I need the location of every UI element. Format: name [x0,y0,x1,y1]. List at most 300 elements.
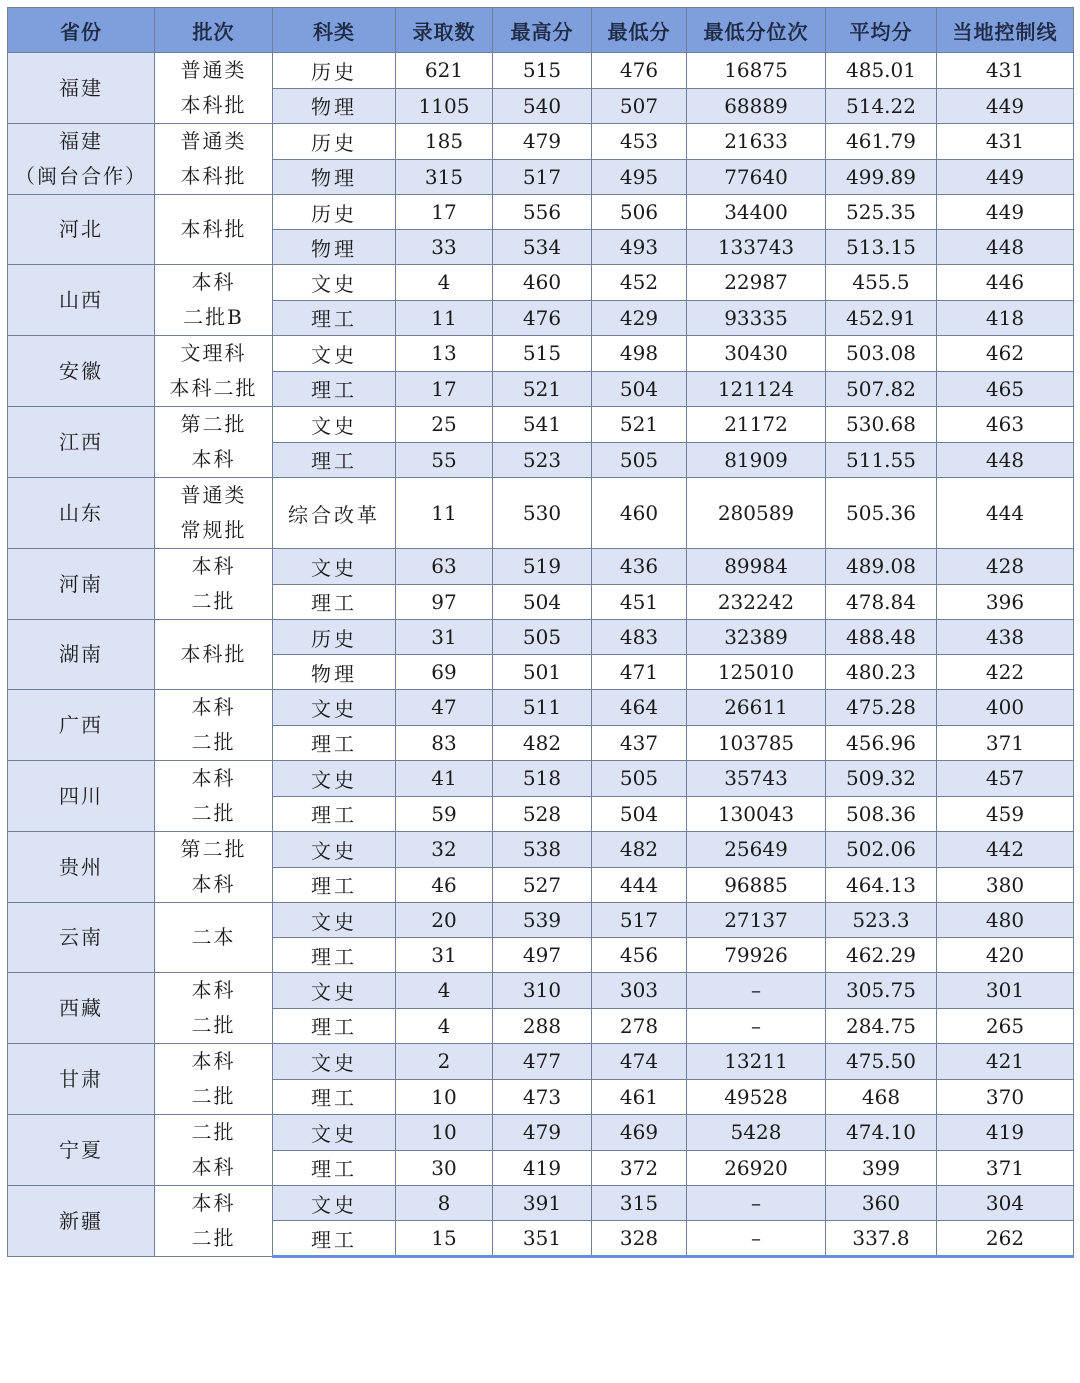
lowest-rank-cell: 103785 [687,725,826,761]
average-score-cell: 480.23 [826,655,937,690]
batch-name: 第二批 [180,837,247,861]
lowest-rank-cell: 26611 [687,690,826,726]
header-subject: 科类 [273,8,396,53]
subject-cell: 文史 [273,1115,396,1151]
highest-score-cell: 479 [493,124,592,160]
control-line-cell: 449 [937,88,1074,124]
control-line-cell: 465 [937,371,1074,407]
admitted-count-cell: 4 [396,265,493,301]
average-score-cell: 468 [826,1079,937,1115]
subject-cell: 历史 [273,124,396,160]
province-cell [8,1115,155,1186]
batch-name: 本科二批 [169,376,258,400]
control-line-cell: 463 [937,407,1074,443]
lowest-rank-cell: 30430 [687,336,826,372]
control-line-cell: 370 [937,1079,1074,1115]
lowest-rank-cell: 93335 [687,300,826,336]
admitted-count-cell: 69 [396,655,493,690]
average-score-cell: 456.96 [826,725,937,761]
province-cell [8,973,155,1044]
highest-score-cell: 476 [493,300,592,336]
admitted-count-cell: 4 [396,1008,493,1044]
lowest-rank-cell: – [687,1008,826,1044]
average-score-cell: 530.68 [826,407,937,443]
admitted-count-cell: 25 [396,407,493,443]
lowest-rank-cell: 35743 [687,761,826,797]
average-score-cell: 508.36 [826,796,937,832]
batch-name: 本科 [191,447,236,471]
table-row [8,761,1074,797]
highest-score-cell: 527 [493,867,592,903]
subject-cell: 综合改革 [273,478,396,549]
batch-name: 本科 [191,766,236,790]
highest-score-cell: 541 [493,407,592,443]
batch-name: 普通类 [180,129,247,153]
subject-cell: 文史 [273,336,396,372]
lowest-rank-cell: 25649 [687,832,826,868]
header-row [8,8,1074,53]
batch-name: 普通类 [180,483,247,507]
province-cell [8,549,155,620]
highest-score-cell: 310 [493,973,592,1009]
subject-cell: 理工 [273,867,396,903]
province-cell [8,832,155,903]
province-name: 福建 [59,75,103,100]
control-line-cell: 396 [937,584,1074,620]
control-line-cell: 462 [937,336,1074,372]
batch-cell [155,832,273,903]
admitted-count-cell: 41 [396,761,493,797]
lowest-score-cell: 504 [592,371,687,407]
province-name: 新疆 [59,1208,103,1233]
subject-cell: 物理 [273,88,396,124]
header-average-score: 平均分 [826,8,937,53]
average-score-cell: 399 [826,1150,937,1186]
header-control-line: 当地控制线 [937,8,1074,53]
control-line-cell: 421 [937,1044,1074,1080]
control-line-cell: 480 [937,903,1074,938]
table-row [8,903,1074,938]
admitted-count-cell: 59 [396,796,493,832]
batch-name: 二批 [191,1226,236,1250]
lowest-rank-cell: 130043 [687,796,826,832]
lowest-rank-cell: 21172 [687,407,826,443]
average-score-cell: 474.10 [826,1115,937,1151]
average-score-cell: 478.84 [826,584,937,620]
highest-score-cell: 351 [493,1221,592,1257]
average-score-cell: 462.29 [826,938,937,973]
average-score-cell: 452.91 [826,300,937,336]
admitted-count-cell: 83 [396,725,493,761]
lowest-rank-cell: – [687,1221,826,1257]
admitted-count-cell: 33 [396,230,493,265]
province-name: 四川 [59,783,103,808]
batch-name: 常规批 [180,518,247,542]
province-cell [8,195,155,265]
control-line-cell: 380 [937,867,1074,903]
lowest-rank-cell: – [687,973,826,1009]
highest-score-cell: 519 [493,549,592,585]
batch-name: 二本 [191,925,236,949]
batch-name: 本科 [191,554,236,578]
batch-name: 本科 [191,1191,236,1215]
average-score-cell: 488.48 [826,620,937,655]
lowest-score-cell: 506 [592,195,687,230]
lowest-score-cell: 517 [592,903,687,938]
lowest-score-cell: 436 [592,549,687,585]
subject-cell: 理工 [273,584,396,620]
province-name: 江西 [59,429,103,454]
province-cell [8,407,155,478]
table-row [8,478,1074,549]
lowest-score-cell: 504 [592,796,687,832]
lowest-score-cell: 505 [592,442,687,478]
admitted-count-cell: 13 [396,336,493,372]
batch-name: 本科批 [180,217,247,241]
lowest-score-cell: 453 [592,124,687,160]
highest-score-cell: 511 [493,690,592,726]
province-cell [8,903,155,973]
lowest-score-cell: 505 [592,761,687,797]
highest-score-cell: 288 [493,1008,592,1044]
admitted-count-cell: 47 [396,690,493,726]
admitted-count-cell: 20 [396,903,493,938]
highest-score-cell: 539 [493,903,592,938]
province-cell [8,265,155,336]
province-name: 福建 [59,129,103,153]
province-name: 山西 [59,287,103,312]
header-admitted-count: 录取数 [396,8,493,53]
subject-cell: 理工 [273,1079,396,1115]
subject-cell: 历史 [273,195,396,230]
highest-score-cell: 419 [493,1150,592,1186]
average-score-cell: 360 [826,1186,937,1221]
lowest-score-cell: 482 [592,832,687,868]
highest-score-cell: 497 [493,938,592,973]
average-score-cell: 489.08 [826,549,937,585]
lowest-rank-cell: 232242 [687,584,826,620]
subject-cell: 物理 [273,230,396,265]
lowest-rank-cell: 96885 [687,867,826,903]
subject-cell: 文史 [273,903,396,938]
batch-name: 本科 [191,695,236,719]
table-row [8,53,1074,89]
highest-score-cell: 505 [493,620,592,655]
batch-name: 二批B [183,305,244,329]
highest-score-cell: 460 [493,265,592,301]
average-score-cell: 523.3 [826,903,937,938]
lowest-score-cell: 464 [592,690,687,726]
control-line-cell: 457 [937,761,1074,797]
table-row [8,124,1074,160]
average-score-cell: 503.08 [826,336,937,372]
highest-score-cell: 482 [493,725,592,761]
subject-cell: 文史 [273,1044,396,1080]
lowest-score-cell: 507 [592,88,687,124]
lowest-score-cell: 429 [592,300,687,336]
subject-cell: 文史 [273,265,396,301]
highest-score-cell: 528 [493,796,592,832]
admitted-count-cell: 17 [396,195,493,230]
province-name: （闽台合作） [15,164,147,188]
table-row [8,195,1074,230]
lowest-rank-cell: 32389 [687,620,826,655]
batch-name: 二批 [191,1013,236,1037]
average-score-cell: 305.75 [826,973,937,1009]
batch-cell [155,903,273,973]
lowest-rank-cell: – [687,1186,826,1221]
batch-name: 二批 [191,1084,236,1108]
lowest-score-cell: 278 [592,1008,687,1044]
lowest-rank-cell: 26920 [687,1150,826,1186]
province-cell [8,1044,155,1115]
batch-cell [155,265,273,336]
lowest-score-cell: 303 [592,973,687,1009]
average-score-cell: 485.01 [826,53,937,89]
admitted-count-cell: 30 [396,1150,493,1186]
control-line-cell: 422 [937,655,1074,690]
lowest-score-cell: 460 [592,478,687,549]
batch-cell [155,761,273,832]
average-score-cell: 464.13 [826,867,937,903]
lowest-score-cell: 469 [592,1115,687,1151]
lowest-score-cell: 483 [592,620,687,655]
highest-score-cell: 479 [493,1115,592,1151]
highest-score-cell: 517 [493,159,592,195]
average-score-cell: 284.75 [826,1008,937,1044]
control-line-cell: 418 [937,300,1074,336]
subject-cell: 理工 [273,725,396,761]
province-cell [8,53,155,124]
table-row [8,1115,1074,1151]
average-score-cell: 511.55 [826,442,937,478]
control-line-cell: 438 [937,620,1074,655]
control-line-cell: 301 [937,973,1074,1009]
lowest-rank-cell: 81909 [687,442,826,478]
table-row [8,973,1074,1009]
lowest-rank-cell: 5428 [687,1115,826,1151]
control-line-cell: 444 [937,478,1074,549]
batch-cell [155,478,273,549]
lowest-rank-cell: 121124 [687,371,826,407]
lowest-rank-cell: 13211 [687,1044,826,1080]
admitted-count-cell: 185 [396,124,493,160]
subject-cell: 文史 [273,549,396,585]
admitted-count-cell: 1105 [396,88,493,124]
province-cell [8,1186,155,1257]
control-line-cell: 371 [937,1150,1074,1186]
control-line-cell: 431 [937,124,1074,160]
highest-score-cell: 521 [493,371,592,407]
control-line-cell: 304 [937,1186,1074,1221]
lowest-rank-cell: 49528 [687,1079,826,1115]
batch-name: 二批 [191,1120,236,1144]
control-line-cell: 448 [937,230,1074,265]
province-name: 云南 [59,925,103,949]
average-score-cell: 337.8 [826,1221,937,1257]
lowest-score-cell: 521 [592,407,687,443]
lowest-score-cell: 452 [592,265,687,301]
lowest-rank-cell: 16875 [687,53,826,89]
province-name: 河北 [59,217,103,241]
admitted-count-cell: 11 [396,478,493,549]
lowest-rank-cell: 89984 [687,549,826,585]
lowest-rank-cell: 27137 [687,903,826,938]
subject-cell: 物理 [273,655,396,690]
batch-cell [155,690,273,761]
header-lowest-score: 最低分 [592,8,687,53]
highest-score-cell: 518 [493,761,592,797]
control-line-cell: 265 [937,1008,1074,1044]
admitted-count-cell: 17 [396,371,493,407]
table-row [8,1186,1074,1221]
lowest-score-cell: 493 [592,230,687,265]
header-highest-score: 最高分 [493,8,592,53]
province-name: 宁夏 [59,1137,103,1162]
highest-score-cell: 530 [493,478,592,549]
admitted-count-cell: 315 [396,159,493,195]
batch-name: 本科 [191,1049,236,1073]
subject-cell: 文史 [273,832,396,868]
table-row [8,690,1074,726]
admitted-count-cell: 63 [396,549,493,585]
lowest-score-cell: 471 [592,655,687,690]
header-province: 省份 [8,8,155,53]
average-score-cell: 525.35 [826,195,937,230]
batch-cell [155,124,273,195]
subject-cell: 理工 [273,300,396,336]
lowest-rank-cell: 280589 [687,478,826,549]
subject-cell: 文史 [273,1186,396,1221]
subject-cell: 文史 [273,973,396,1009]
batch-name: 本科批 [180,164,247,188]
highest-score-cell: 538 [493,832,592,868]
subject-cell: 理工 [273,796,396,832]
province-cell [8,124,155,195]
batch-name: 第二批 [180,412,247,436]
average-score-cell: 461.79 [826,124,937,160]
subject-cell: 理工 [273,1008,396,1044]
table-row [8,336,1074,372]
subject-cell: 文史 [273,690,396,726]
lowest-score-cell: 315 [592,1186,687,1221]
admitted-count-cell: 97 [396,584,493,620]
province-name: 西藏 [59,995,103,1020]
average-score-cell: 475.28 [826,690,937,726]
control-line-cell: 459 [937,796,1074,832]
admitted-count-cell: 32 [396,832,493,868]
header-lowest-rank: 最低分位次 [687,8,826,53]
lowest-rank-cell: 22987 [687,265,826,301]
average-score-cell: 507.82 [826,371,937,407]
subject-cell: 文史 [273,761,396,797]
subject-cell: 理工 [273,938,396,973]
batch-cell [155,336,273,407]
batch-name: 本科 [191,1155,236,1179]
lowest-score-cell: 456 [592,938,687,973]
province-name: 河南 [59,571,103,596]
table-row [8,265,1074,301]
lowest-rank-cell: 79926 [687,938,826,973]
control-line-cell: 449 [937,159,1074,195]
control-line-cell: 428 [937,549,1074,585]
batch-name: 本科批 [180,93,247,117]
lowest-score-cell: 495 [592,159,687,195]
batch-name: 文理科 [180,341,247,365]
province-name: 安徽 [59,358,103,383]
batch-name: 本科 [191,978,236,1002]
highest-score-cell: 534 [493,230,592,265]
control-line-cell: 449 [937,195,1074,230]
province-name: 山东 [59,500,103,525]
province-cell [8,761,155,832]
subject-cell: 理工 [273,1150,396,1186]
lowest-rank-cell: 34400 [687,195,826,230]
average-score-cell: 502.06 [826,832,937,868]
table-row [8,620,1074,655]
batch-cell [155,973,273,1044]
highest-score-cell: 473 [493,1079,592,1115]
subject-cell: 文史 [273,407,396,443]
header-batch: 批次 [155,8,273,53]
batch-name: 二批 [191,730,236,754]
subject-cell: 历史 [273,620,396,655]
province-name: 湖南 [59,642,103,666]
average-score-cell: 509.32 [826,761,937,797]
control-line-cell: 442 [937,832,1074,868]
admitted-count-cell: 15 [396,1221,493,1257]
average-score-cell: 513.15 [826,230,937,265]
average-score-cell: 455.5 [826,265,937,301]
highest-score-cell: 540 [493,88,592,124]
batch-name: 二批 [191,801,236,825]
average-score-cell: 475.50 [826,1044,937,1080]
admitted-count-cell: 10 [396,1115,493,1151]
lowest-rank-cell: 21633 [687,124,826,160]
batch-name: 本科 [191,270,236,294]
batch-cell [155,1115,273,1186]
table-row [8,549,1074,585]
batch-name: 二批 [191,589,236,613]
lowest-score-cell: 498 [592,336,687,372]
province-name: 贵州 [59,854,103,879]
batch-cell [155,407,273,478]
control-line-cell: 431 [937,53,1074,89]
batch-cell [155,620,273,690]
admission-scores-table [7,7,1074,1258]
admitted-count-cell: 46 [396,867,493,903]
lowest-rank-cell: 125010 [687,655,826,690]
province-cell [8,478,155,549]
lowest-score-cell: 474 [592,1044,687,1080]
control-line-cell: 419 [937,1115,1074,1151]
lowest-score-cell: 461 [592,1079,687,1115]
lowest-score-cell: 372 [592,1150,687,1186]
highest-score-cell: 391 [493,1186,592,1221]
control-line-cell: 262 [937,1221,1074,1257]
highest-score-cell: 515 [493,336,592,372]
average-score-cell: 499.89 [826,159,937,195]
control-line-cell: 371 [937,725,1074,761]
control-line-cell: 400 [937,690,1074,726]
admitted-count-cell: 4 [396,973,493,1009]
subject-cell: 历史 [273,53,396,89]
lowest-rank-cell: 68889 [687,88,826,124]
control-line-cell: 448 [937,442,1074,478]
lowest-score-cell: 444 [592,867,687,903]
province-name: 甘肃 [59,1066,103,1091]
highest-score-cell: 556 [493,195,592,230]
